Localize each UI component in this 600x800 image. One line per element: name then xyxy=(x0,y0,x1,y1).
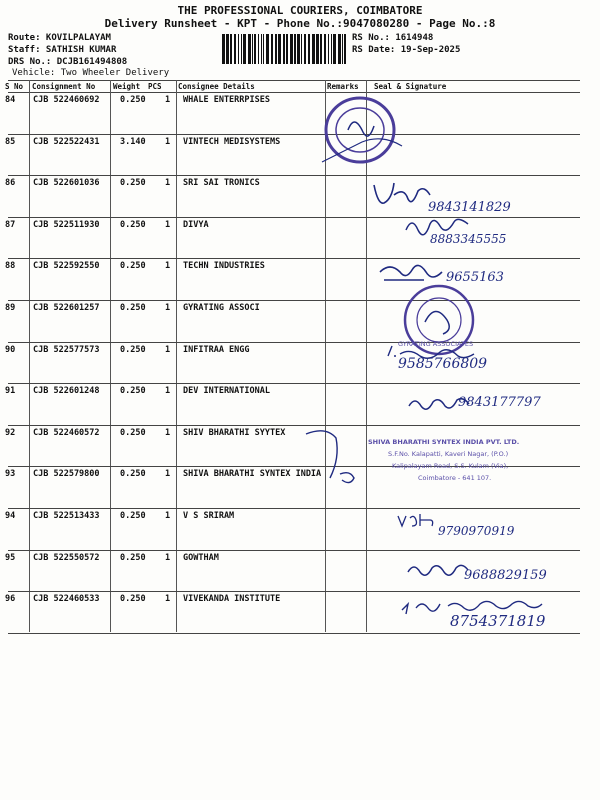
route-label: Route: KOVILPALAYAM xyxy=(8,33,111,43)
row-consignment-no: CJB 522460533 xyxy=(33,594,100,605)
row-consignee: DIVYA xyxy=(183,219,209,230)
row-weight: 0.250 xyxy=(120,386,146,397)
handwritten-phone-91: 9843177797 xyxy=(458,395,541,410)
handwritten-phone-86: 9843141829 xyxy=(428,200,511,215)
row-divider xyxy=(8,383,580,384)
row-sno: 84 xyxy=(5,95,16,105)
row-weight: 0.250 xyxy=(120,552,146,563)
company-stamp-line2: S.F.No. Kalapatti, Kaveri Nagar, (P.O.) xyxy=(388,450,509,458)
barcode-bar xyxy=(266,34,269,64)
row-consignee: V S SRIRAM xyxy=(183,511,235,521)
row-consignee: GOWTHAM xyxy=(183,552,219,563)
row-sno: 89 xyxy=(5,303,16,313)
row-divider xyxy=(8,550,580,551)
row-sno: 95 xyxy=(5,552,16,563)
row-consignment-no: CJB 522592550 xyxy=(33,261,100,272)
row-consignment-no: CJB 522511930 xyxy=(33,219,100,230)
handwritten-phone-87: 8883345555 xyxy=(430,232,507,246)
barcode-bar xyxy=(338,34,341,64)
barcode-bar xyxy=(275,34,277,64)
barcode-bar xyxy=(290,34,293,64)
row-weight: 0.250 xyxy=(120,219,146,230)
row-pcs: 1 xyxy=(165,261,171,272)
row-divider xyxy=(8,633,580,634)
barcode-bar xyxy=(331,34,332,64)
row-divider xyxy=(8,591,580,592)
barcode-bar xyxy=(263,34,264,64)
row-pcs: 1 xyxy=(165,469,171,480)
row-pcs: 1 xyxy=(165,95,171,105)
row-consignment-no: CJB 522579800 xyxy=(33,469,100,480)
drs-number: DRS No.: DCJB161494808 xyxy=(8,57,128,67)
handwritten-phone-95: 9688829159 xyxy=(464,568,547,583)
signature-94 xyxy=(396,510,436,532)
barcode-bar xyxy=(226,34,229,64)
barcode-bar xyxy=(222,34,225,64)
barcode-bar xyxy=(312,34,315,64)
row-sno: 93 xyxy=(5,469,16,480)
row-sno: 87 xyxy=(5,219,16,230)
barcode-bar xyxy=(333,34,336,64)
handwritten-phone-90: 9585766809 xyxy=(398,356,488,372)
row-pcs: 1 xyxy=(165,219,171,230)
barcode-bar xyxy=(261,34,262,64)
barcode-bar xyxy=(252,34,253,64)
row-consignee: WHALE ENTERRPISES xyxy=(183,95,270,105)
barcode-image xyxy=(222,34,350,64)
barcode-bar xyxy=(344,34,346,64)
barcode-bar xyxy=(316,34,319,64)
row-consignment-no: CJB 522460572 xyxy=(33,427,100,438)
row-consignment-no: CJB 522522431 xyxy=(33,136,100,147)
table-header-border xyxy=(8,92,580,93)
row-pcs: 1 xyxy=(165,386,171,397)
signature-92 xyxy=(300,422,360,492)
row-pcs: 1 xyxy=(165,303,171,313)
barcode-bar xyxy=(294,34,296,64)
row-weight: 0.250 xyxy=(120,261,146,272)
barcode-bar xyxy=(254,34,256,64)
col-header-pcs: PCS xyxy=(148,82,162,91)
barcode-bar xyxy=(271,34,273,64)
barcode-bar xyxy=(234,34,236,64)
round-stamp-84 xyxy=(312,90,412,174)
runsheet-subtitle: Delivery Runsheet - KPT - Phone No.:9047080280 - Page No.:8 xyxy=(104,17,496,30)
barcode-bar xyxy=(238,34,239,64)
row-pcs: 1 xyxy=(165,511,171,521)
row-divider xyxy=(8,134,580,135)
row-divider xyxy=(8,300,580,301)
row-consignee: VIVEKANDA INSTITUTE xyxy=(183,594,281,605)
barcode-bar xyxy=(283,34,285,64)
row-divider xyxy=(8,425,580,426)
row-consignee: INFITRAA ENGG xyxy=(183,344,250,355)
row-consignment-no: CJB 522601248 xyxy=(33,386,100,397)
row-divider xyxy=(8,217,580,218)
row-consignment-no: CJB 522460692 xyxy=(33,95,100,105)
row-pcs: 1 xyxy=(165,594,171,605)
rs-date: RS Date: 19-Sep-2025 xyxy=(352,45,461,55)
col-header-seal: Seal & Signature xyxy=(374,82,447,91)
rs-number: RS No.: 1614948 xyxy=(352,33,434,43)
row-sno: 85 xyxy=(5,136,16,147)
row-consignee: VINTECH MEDISYSTEMS xyxy=(183,136,281,147)
handwritten-phone-96: 8754371819 xyxy=(450,612,546,630)
row-sno: 90 xyxy=(5,344,16,355)
row-consignment-no: CJB 522550572 xyxy=(33,552,100,563)
barcode-bar xyxy=(328,34,329,64)
barcode-bar xyxy=(286,34,288,64)
company-stamp-line3: Kalipalayam Road, S.S. Kulam (Via), xyxy=(392,462,509,470)
barcode-bar xyxy=(308,34,310,64)
barcode-bar xyxy=(342,34,343,64)
barcode-bar xyxy=(241,34,242,64)
staff-label: Staff: SATHISH KUMAR xyxy=(8,45,117,55)
row-weight: 0.250 xyxy=(120,594,146,605)
handwritten-phone-94: 9790970919 xyxy=(438,524,515,538)
company-stamp-line1: SHIVA BHARATHI SYNTEX INDIA PVT. LTD. xyxy=(368,438,520,446)
row-weight: 0.250 xyxy=(120,344,146,355)
row-divider xyxy=(8,258,580,259)
row-sno: 92 xyxy=(5,427,16,438)
row-weight: 3.140 xyxy=(120,136,146,147)
barcode-bar xyxy=(301,34,302,64)
row-pcs: 1 xyxy=(165,178,171,189)
barcode-bar xyxy=(320,34,322,64)
row-weight: 0.250 xyxy=(120,178,146,189)
row-sno: 88 xyxy=(5,261,16,272)
vehicle-label: Vehicle: Two Wheeler Delivery xyxy=(12,68,170,78)
row-consignee: SHIV BHARATHI SYYTEX xyxy=(183,427,286,438)
row-consignee: TECHN INDUSTRIES xyxy=(183,261,265,272)
row-weight: 0.250 xyxy=(120,511,146,521)
row-pcs: 1 xyxy=(165,136,171,147)
col-header-remarks: Remarks xyxy=(327,82,359,91)
barcode-bar xyxy=(243,34,246,64)
col-header-weight: Weight xyxy=(113,82,141,91)
barcode-bar xyxy=(258,34,259,64)
row-consignment-no: CJB 522577573 xyxy=(33,344,100,355)
row-sno: 91 xyxy=(5,386,16,397)
signature-88 xyxy=(376,258,446,290)
row-sno: 94 xyxy=(5,511,16,521)
barcode-bar xyxy=(297,34,300,64)
handwritten-phone-88: 9655163 xyxy=(446,270,504,285)
row-pcs: 1 xyxy=(165,427,171,438)
row-weight: 0.250 xyxy=(120,303,146,313)
row-consignee: SRI SAI TRONICS xyxy=(183,178,260,189)
col-header-consignee: Consignee Details xyxy=(178,82,255,91)
row-consignee: DEV INTERNATIONAL xyxy=(183,386,270,397)
row-consignment-no: CJB 522601036 xyxy=(33,178,100,189)
row-consignee: GYRATING ASSOCI xyxy=(183,303,260,313)
col-header-consignment: Consignment No xyxy=(32,82,96,91)
row-sno: 96 xyxy=(5,594,16,605)
table-top-border xyxy=(8,80,580,81)
row-divider xyxy=(8,175,580,176)
row-divider xyxy=(8,342,580,343)
row-consignment-no: CJB 522601257 xyxy=(33,303,100,313)
gyrating-stamp-text: GYRATING ASSOCIATES xyxy=(398,340,474,348)
row-consignee: SHIVA BHARATHI SYNTEX INDIA xyxy=(183,469,322,480)
row-pcs: 1 xyxy=(165,552,171,563)
company-title: THE PROFESSIONAL COURIERS, COIMBATORE xyxy=(177,4,423,17)
row-sno: 86 xyxy=(5,178,16,189)
row-weight: 0.250 xyxy=(120,427,146,438)
barcode-bar xyxy=(248,34,251,64)
company-stamp-line4: Coimbatore - 641 107. xyxy=(418,474,492,482)
row-pcs: 1 xyxy=(165,344,171,355)
barcode-bar xyxy=(278,34,281,64)
barcode-bar xyxy=(230,34,232,64)
row-weight: 0.250 xyxy=(120,95,146,105)
row-weight: 0.250 xyxy=(120,469,146,480)
row-divider xyxy=(8,508,580,509)
col-header-sno: S No xyxy=(5,82,24,91)
barcode-bar xyxy=(324,34,326,64)
row-consignment-no: CJB 522513433 xyxy=(33,511,100,521)
barcode-bar xyxy=(304,34,306,64)
